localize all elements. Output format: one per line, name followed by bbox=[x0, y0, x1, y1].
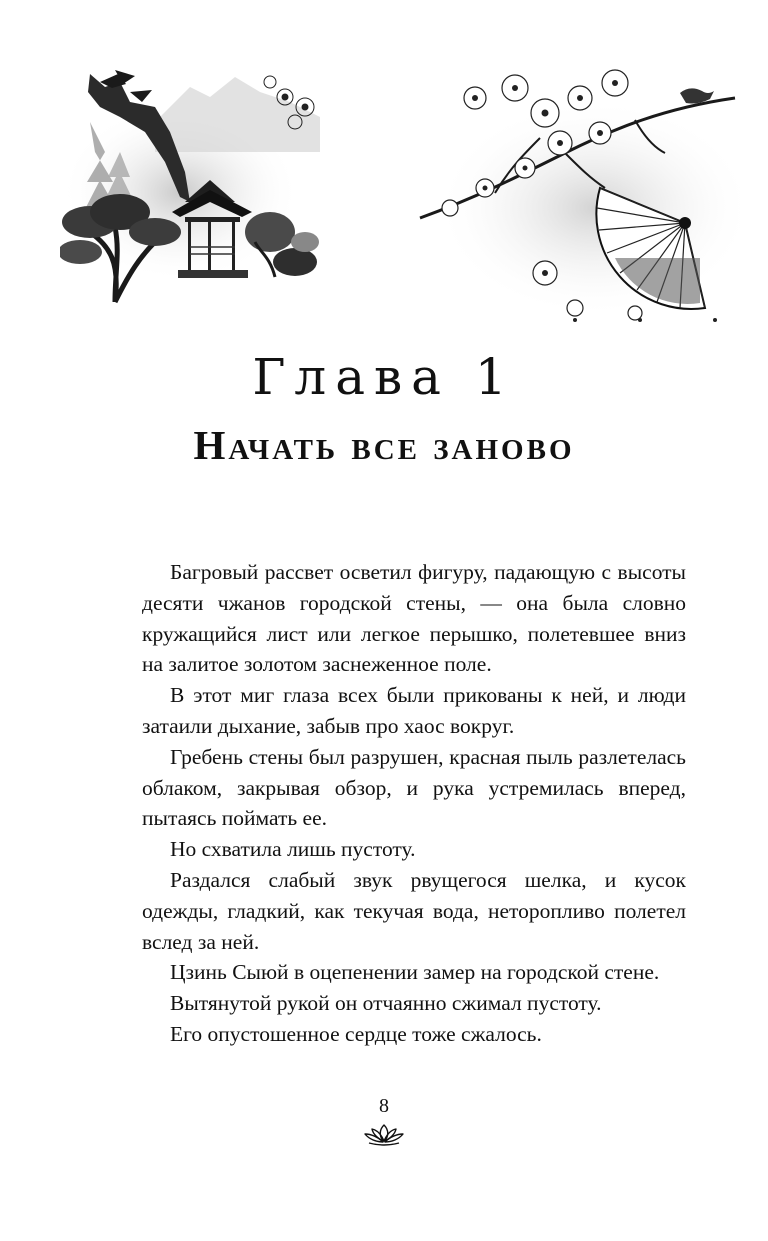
chapter-title: Глава 1 bbox=[252, 348, 516, 406]
paragraph: В этот миг глаза всех были прикованы к ней, и люди затаили дыхание, забыв про хаос вокруг. bbox=[142, 683, 686, 738]
page-number: 8 bbox=[379, 1095, 389, 1117]
paragraph: Его опустошенное сердце тоже сжалось. bbox=[170, 1021, 542, 1046]
paragraph: Цзинь Сыюй в оцепенении замер на городской стене. bbox=[170, 960, 660, 985]
chapter-body bbox=[142, 557, 686, 1050]
paragraph: Багровый рассвет осветил фигуру, падающую с высоты десяти чжанов городской стены, — она была словно кружащийся лист или легкое перышко, полетевшее вниз на залитое золотом заснеженное поле. bbox=[142, 560, 686, 677]
paragraph: Гребень стены был разрушен, красная пыль разлетелась облаком, закрывая обзор, и рука устремилась вперед, пытаясь поймать ее. bbox=[142, 744, 686, 831]
paragraph: Раздался слабый звук рвущегося шелка, и кусок одежды, гладкий, как текучая вода, неторопливо полетел вслед за ней. bbox=[142, 867, 686, 954]
pavilion-landscape-illustration bbox=[60, 62, 320, 312]
cherry-blossom-fan-illustration bbox=[415, 58, 740, 330]
paragraph: Вытянутой рукой он отчаянно сжимал пустоту. bbox=[170, 991, 602, 1016]
chapter-subtitle: Начать все заново bbox=[193, 422, 575, 468]
paragraph: Но схватила лишь пустоту. bbox=[170, 837, 416, 862]
lotus-icon bbox=[361, 1122, 407, 1146]
